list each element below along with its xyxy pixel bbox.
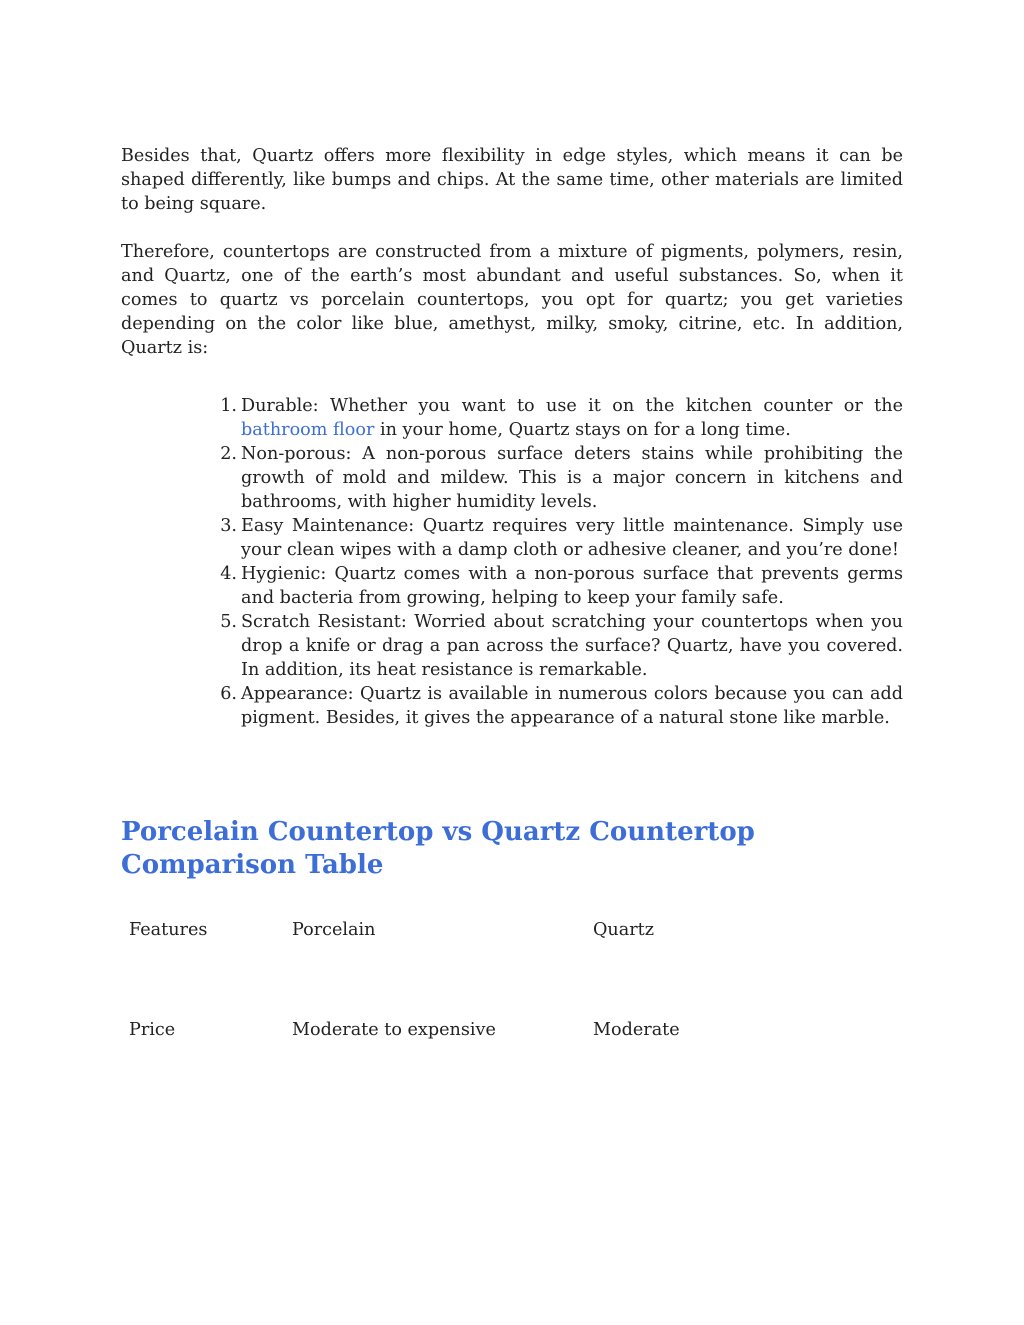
- table-cell: Moderate: [593, 1020, 680, 1040]
- list-item: [220, 562, 903, 610]
- list-item: [220, 610, 903, 682]
- list-item-text: Durable: Whether you want to use it on the kitchen counter or the: [241, 396, 903, 416]
- table-cell: Price: [129, 1020, 176, 1040]
- list-number: 1.: [220, 396, 237, 416]
- list-number: 3.: [220, 516, 237, 536]
- comparison-table: [129, 918, 903, 1118]
- table-header-cell: Features: [129, 920, 208, 940]
- list-number: 4.: [220, 564, 237, 584]
- list-item: [220, 682, 903, 730]
- list-item-text: Hygienic: Quartz comes with a non-porous surface that prevents germs and bacteria from growing, helping to keep your family safe.: [241, 564, 903, 608]
- table-row: [129, 1018, 903, 1118]
- list-item-text: in your home, Quartz stays on for a long time.: [374, 420, 791, 440]
- comparison-table-heading: Porcelain Countertop vs Quartz Countertop Comparison Table: [121, 817, 755, 880]
- list-item: [220, 442, 903, 514]
- list-item-text: Non-porous: A non-porous surface deters stains while prohibiting the growth of mold and mildew. This is a major concern in kitchens and bathrooms, with higher humidity levels.: [241, 444, 903, 512]
- table-header-row: [129, 918, 903, 1018]
- list-item: [220, 394, 903, 442]
- list-item-text: Scratch Resistant: Worried about scratching your countertops when you drop a knife or drag a pan across the surface? Quartz, have you covered. In addition, its heat resistance is remarkable.: [241, 612, 903, 680]
- list-item-text: Easy Maintenance: Quartz requires very little maintenance. Simply use your clean wipes with a damp cloth or adhesive cleaner, and you’re done!: [241, 516, 903, 560]
- list-item-text: Appearance: Quartz is available in numerous colors because you can add pigment. Besides, it gives the appearance of a natural stone like marble.: [241, 684, 903, 728]
- bathroom-floor-link[interactable]: bathroom floor: [241, 420, 375, 440]
- paragraph-edge-styles: Besides that, Quartz offers more flexibility in edge styles, which means it can be shaped differently, like bumps and chips. At the same time, other materials are limited to being square.: [121, 146, 903, 214]
- list-number: 5.: [220, 612, 237, 632]
- quartz-features-list: [220, 394, 903, 730]
- table-cell: Moderate to expensive: [292, 1020, 496, 1040]
- list-item: [220, 514, 903, 562]
- list-number: 2.: [220, 444, 237, 464]
- table-header-cell: Quartz: [593, 920, 654, 940]
- paragraph-quartz-composition: Therefore, countertops are constructed from a mixture of pigments, polymers, resin, and Quartz, one of the earth’s most abundant and useful substances. So, when it comes to quartz vs porcelain countertops, you opt for quartz; you get varieties depending on the color like blue, amethyst, milky, smoky, citrine, etc. In addition, Quartz is:: [121, 242, 903, 358]
- table-header-cell: Porcelain: [292, 920, 376, 940]
- list-number: 6.: [220, 684, 237, 704]
